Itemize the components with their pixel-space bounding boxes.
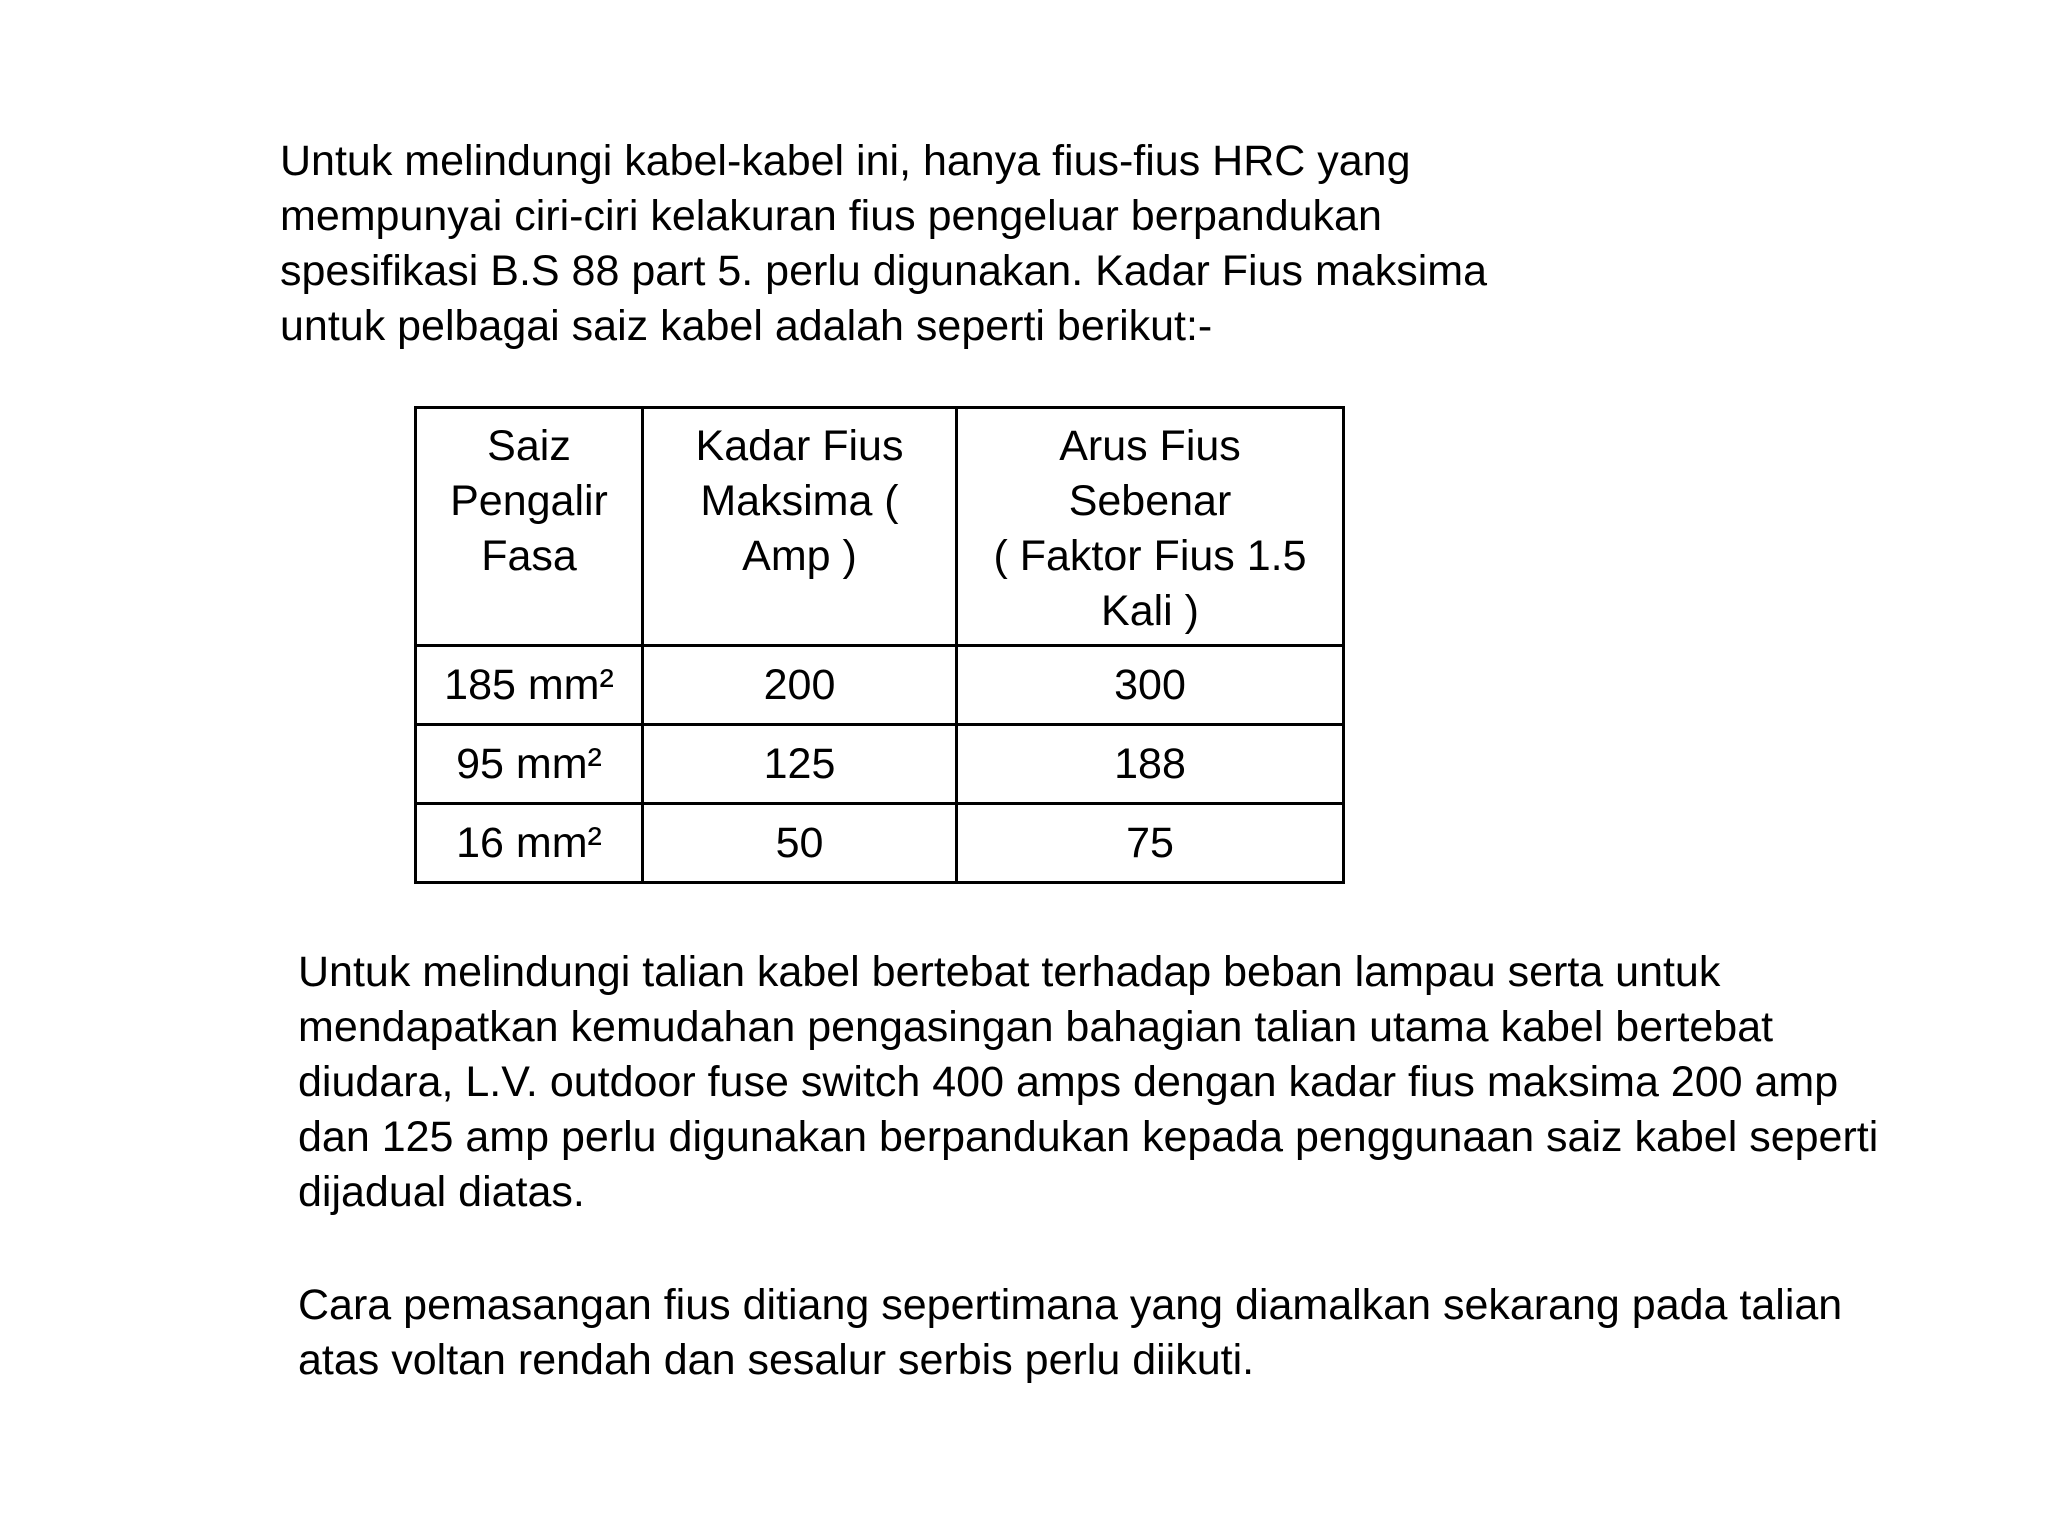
para3-line: atas voltan rendah dan sesalur serbis perlu diikuti. — [298, 1336, 1255, 1384]
para2-line: dan 125 amp perlu digunakan berpandukan kepada penggunaan saiz kabel seperti — [298, 1113, 1879, 1161]
table-row — [416, 646, 1344, 725]
cell-actual-fuse-current: 300 — [957, 646, 1344, 725]
para2-line: Untuk melindungi talian kabel bertebat terhadap beban lampau serta untuk — [298, 948, 1721, 996]
table-header-row — [416, 408, 1344, 646]
fuse-rating-table — [414, 406, 1345, 884]
para2-line: mendapatkan kemudahan pengasingan bahagian talian utama kabel bertebat — [298, 1003, 1774, 1051]
intro-line: mempunyai ciri-ciri kelakuran fius pengeluar berpandukan — [280, 192, 1382, 240]
cell-max-fuse-rating: 125 — [643, 725, 957, 804]
intro-paragraph — [280, 134, 1487, 354]
para3-line: Cara pemasangan fius ditiang sepertimana yang diamalkan sekarang pada talian — [298, 1281, 1843, 1329]
cell-actual-fuse-current: 75 — [957, 804, 1344, 883]
header-line: Saiz — [487, 422, 571, 470]
table-body — [416, 646, 1344, 883]
cell-max-fuse-rating: 50 — [643, 804, 957, 883]
cell-conductor-size: 185 mm² — [416, 646, 643, 725]
header-line: Sebenar — [1068, 477, 1232, 525]
cell-conductor-size: 16 mm² — [416, 804, 643, 883]
table-row — [416, 804, 1344, 883]
intro-line: spesifikasi B.S 88 part 5. perlu digunakan. Kadar Fius maksima — [280, 247, 1487, 295]
header-max-fuse-rating — [643, 408, 957, 646]
header-actual-fuse-current — [957, 408, 1344, 646]
cell-max-fuse-rating: 200 — [643, 646, 957, 725]
header-line: Maksima ( — [700, 477, 899, 525]
header-line: Amp ) — [742, 532, 857, 580]
header-line: Arus Fius — [1059, 422, 1241, 470]
installation-paragraph — [298, 1278, 1842, 1388]
para2-line: diudara, L.V. outdoor fuse switch 400 amps dengan kadar fius maksima 200 amp — [298, 1058, 1839, 1106]
cell-actual-fuse-current: 188 — [957, 725, 1344, 804]
intro-line: Untuk melindungi kabel-kabel ini, hanya fius-fius HRC yang — [280, 137, 1411, 185]
table-row — [416, 725, 1344, 804]
header-line: Kadar Fius — [695, 422, 904, 470]
intro-line: untuk pelbagai saiz kabel adalah seperti berikut:- — [280, 302, 1213, 350]
header-line: Pengalir — [450, 477, 608, 525]
para2-line: dijadual diatas. — [298, 1168, 585, 1216]
header-line: Kali ) — [1101, 587, 1199, 635]
table-header — [416, 408, 1344, 646]
fuse-switch-paragraph — [298, 945, 1878, 1220]
header-conductor-size — [416, 408, 643, 646]
header-line: ( Faktor Fius 1.5 — [993, 532, 1307, 580]
cell-conductor-size: 95 mm² — [416, 725, 643, 804]
header-line: Fasa — [481, 532, 577, 580]
